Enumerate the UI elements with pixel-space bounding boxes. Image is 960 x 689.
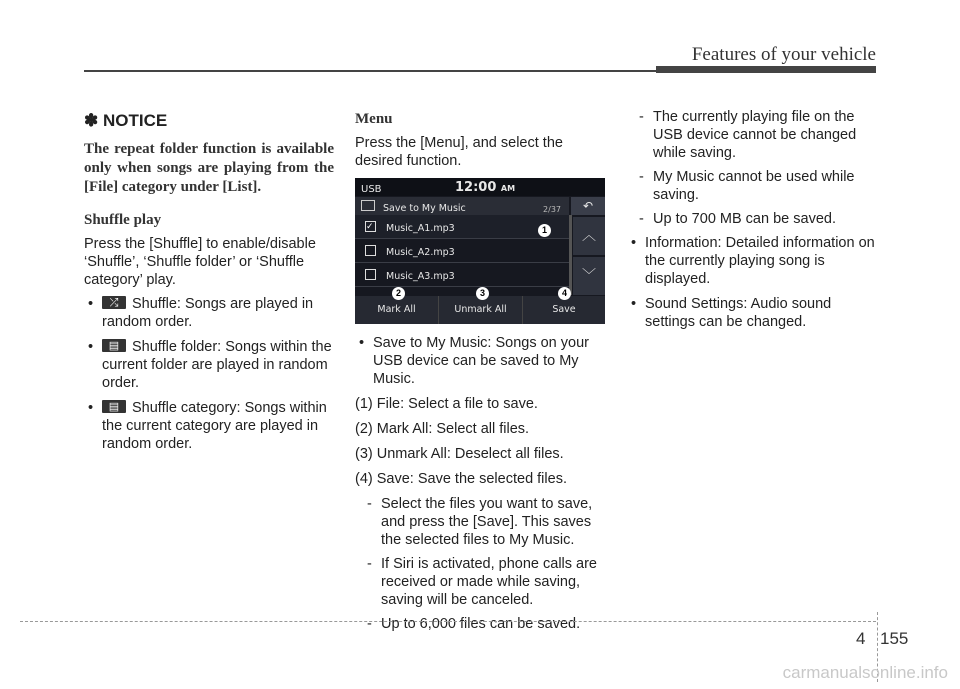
dash-item: - Select the files you want to save, and press the [Save]. This saves the selected files to My Music.: [367, 496, 593, 548]
checkbox-checked[interactable]: [365, 221, 376, 232]
scroll-up-icon[interactable]: ︿: [573, 217, 605, 255]
dash-item: - Up to 700 MB can be saved.: [639, 211, 836, 227]
scroll-down-icon[interactable]: ﹀: [573, 257, 605, 295]
mark-all-button[interactable]: Mark All: [355, 296, 439, 324]
scrollbar[interactable]: [569, 215, 572, 295]
file-name: Music_A2.mp3: [386, 247, 455, 258]
notice-title: ✽ NOTICE: [84, 111, 168, 130]
callout-marker-4: 4: [558, 287, 571, 300]
header-rule: [84, 70, 876, 72]
menu-title: Menu: [355, 111, 393, 127]
header-title: Features of your vehicle: [691, 44, 876, 65]
menu-intro: Press the [Menu], and select the desired function.: [355, 135, 563, 169]
information-bullet: • Information: Detailed information on the currently playing song is displayed.: [631, 235, 875, 287]
list-header-label: Save to My Music: [383, 203, 466, 214]
information-text: Information: Detailed information on the currently playing song is displayed.: [645, 235, 875, 287]
file-name: Music_A3.mp3: [386, 271, 455, 282]
save-bullet-text: Save to My Music: Songs on your USB device can be saved to My Music.: [373, 335, 589, 387]
save-bullet: • Save to My Music: Songs on your USB device can be saved to My Music.: [359, 335, 589, 387]
shuffle-category-icon: ▤: [102, 400, 126, 413]
clock: [455, 179, 515, 198]
list-header: [355, 197, 569, 215]
numbered-item: (4) Save: Save the selected files.: [355, 471, 567, 487]
dash-text: Up to 700 MB can be saved.: [653, 211, 836, 227]
watermark: carmanualsonline.info: [782, 663, 948, 682]
folder-icon: [361, 200, 375, 211]
shuffle-category-text: Shuffle category: Songs within the current category are played in random order.: [102, 400, 327, 452]
clock-time: 12:00: [455, 180, 497, 195]
shuffle-text: Shuffle: Songs are played in random order.: [102, 296, 314, 330]
dash-text: My Music cannot be used while saving.: [653, 169, 855, 203]
dash-item: - If Siri is activated, phone calls are received or made while saving, saving will be canceled.: [367, 556, 597, 608]
shuffle-intro: Press the [Shuffle] to enable/disable ‘Shuffle’, ‘Shuffle folder’ or ‘Shuffle category’ play.: [84, 236, 316, 288]
dash-text: Select the files you want to save, and press the [Save]. This saves the selected files to My Music.: [381, 496, 593, 548]
numbered-item: (3) Unmark All: Deselect all files.: [355, 446, 564, 462]
source-label: USB: [361, 184, 382, 195]
sound-settings-bullet: • Sound Settings: Audio sound settings can be changed.: [631, 296, 832, 330]
infotainment-screen: [355, 178, 605, 324]
file-row[interactable]: [355, 215, 569, 239]
callout-marker-1: 1: [538, 224, 551, 237]
dash-item: - My Music cannot be used while saving.: [639, 169, 855, 203]
shuffle-category-bullet: • ▤ Shuffle category: Songs within the current category are played in random order.: [88, 400, 327, 452]
column-left: [84, 108, 334, 460]
clock-ampm: AM: [500, 184, 516, 193]
file-row[interactable]: [355, 263, 569, 287]
file-count: 2/37: [543, 205, 561, 214]
shuffle-title: Shuffle play: [84, 212, 162, 228]
sound-settings-text: Sound Settings: Audio sound settings can be changed.: [645, 296, 832, 330]
column-right: [627, 108, 879, 338]
checkbox[interactable]: [365, 245, 376, 256]
column-middle: [355, 108, 605, 639]
checkbox[interactable]: [365, 269, 376, 280]
notice-text: The repeat folder function is available only when songs are playing from the [File] category under [List].: [84, 141, 334, 195]
shuffle-folder-bullet: • ▤ Shuffle folder: Songs within the current folder are played in random order.: [88, 339, 332, 391]
unmark-all-button[interactable]: Unmark All: [439, 296, 523, 324]
callout-marker-3: 3: [476, 287, 489, 300]
callout-marker-2: 2: [392, 287, 405, 300]
dash-item: - The currently playing file on the USB device cannot be changed while saving.: [639, 109, 857, 161]
numbered-item: (2) Mark All: Select all files.: [355, 421, 530, 437]
save-button[interactable]: Save: [552, 304, 576, 315]
shuffle-folder-text: Shuffle folder: Songs within the current folder are played in random order.: [102, 339, 332, 391]
dash-text: The currently playing file on the USB device cannot be changed while saving.: [653, 109, 857, 161]
shuffle-icon: ⤮: [102, 296, 126, 309]
footer-rule: [20, 621, 876, 622]
bottom-button-bar: [355, 296, 605, 324]
shuffle-bullet: • ⤮ Shuffle: Songs are played in random order.: [88, 296, 314, 330]
shuffle-folder-icon: ▤: [102, 339, 126, 352]
file-name: Music_A1.mp3: [386, 223, 455, 234]
chapter-number: 4: [856, 629, 866, 648]
numbered-item: (1) File: Select a file to save.: [355, 396, 538, 412]
file-row[interactable]: [355, 239, 569, 263]
back-arrow-icon[interactable]: ↶: [571, 197, 605, 215]
dash-item: - Up to 6,000 files can be saved.: [367, 616, 581, 632]
page-number: 155: [880, 629, 909, 648]
dash-text: If Siri is activated, phone calls are received or made while saving, saving will be canceled.: [381, 556, 597, 608]
dash-text: Up to 6,000 files can be saved.: [381, 616, 581, 632]
